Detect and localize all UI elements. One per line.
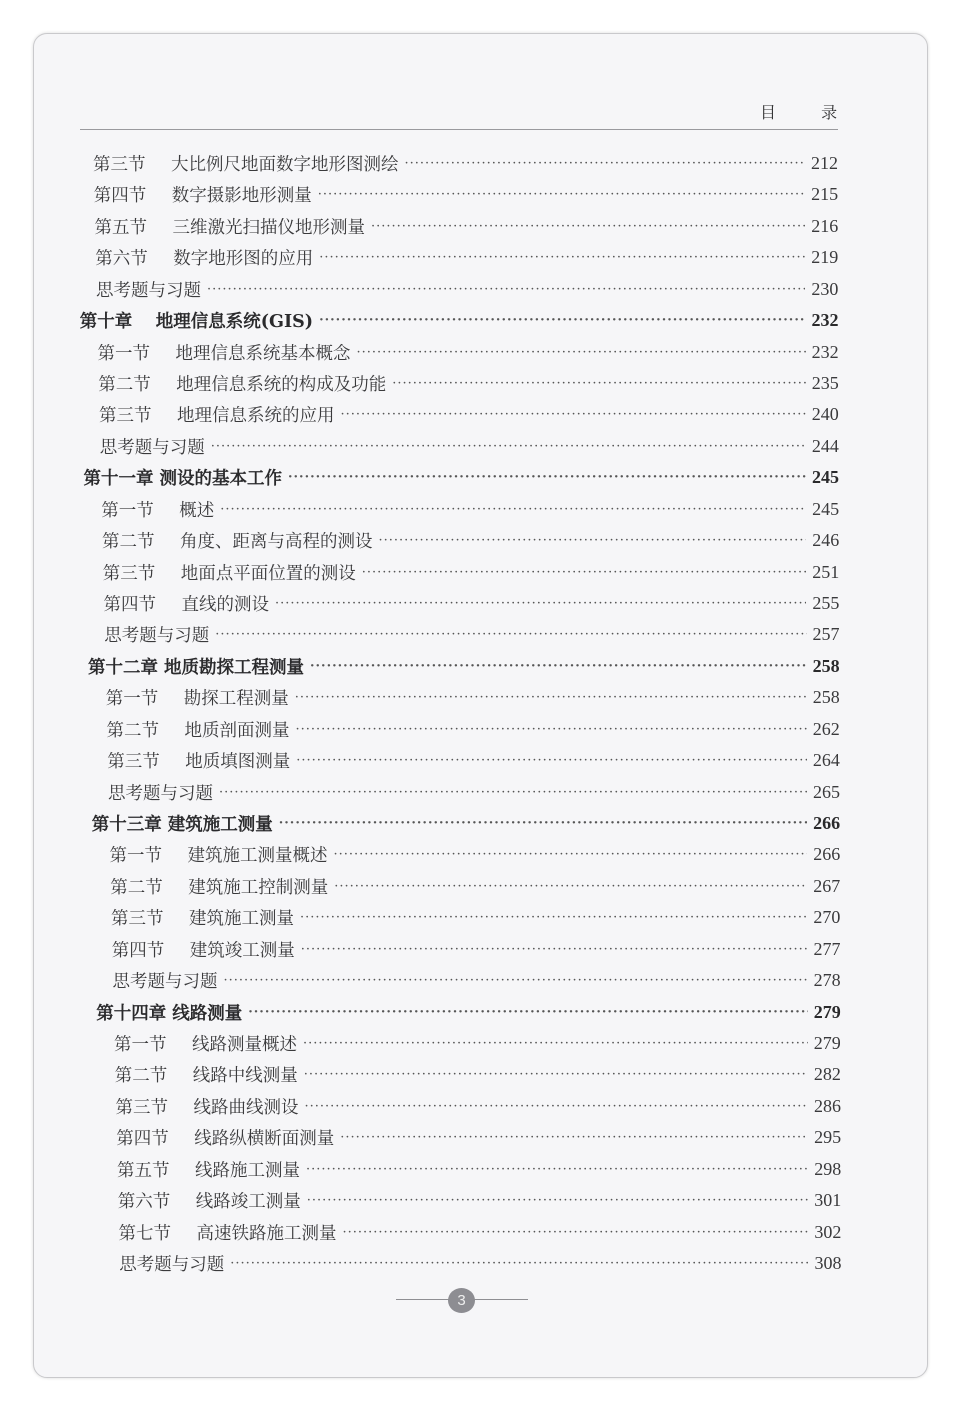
entry-page-number: 258 bbox=[812, 655, 840, 676]
entry-page-number: 265 bbox=[813, 781, 840, 802]
entry-page-number: 302 bbox=[814, 1221, 842, 1242]
entry-page-number: 277 bbox=[813, 938, 841, 959]
entry-number: 第三节 bbox=[99, 406, 152, 427]
entry-title: 地质填图测量 bbox=[185, 752, 291, 773]
dot-leader bbox=[340, 1130, 808, 1145]
entry-title: 地理信息系统(GIS) bbox=[155, 312, 314, 333]
entry-number: 第二节 bbox=[114, 1066, 168, 1087]
entry-page-number: 245 bbox=[812, 467, 839, 488]
dot-leader bbox=[301, 942, 808, 957]
entry-title: 线路中线测量 bbox=[192, 1066, 298, 1087]
dot-leader bbox=[318, 187, 805, 202]
entry-page-number: 267 bbox=[813, 875, 841, 896]
entry-title: 思考题与习题 bbox=[104, 626, 210, 647]
toc-section-entry bbox=[110, 871, 840, 902]
toc-section-entry bbox=[102, 525, 839, 556]
entry-title: 高速铁路施工测量 bbox=[196, 1223, 337, 1244]
entry-page-number: 232 bbox=[811, 310, 839, 331]
dot-leader bbox=[306, 1162, 808, 1177]
entry-title: 线路测量概述 bbox=[192, 1035, 297, 1056]
toc-section-entry bbox=[117, 1154, 841, 1185]
dot-leader bbox=[341, 407, 806, 422]
entry-title: 线路竣工测量 bbox=[195, 1192, 301, 1213]
entry-title: 建筑施工测量概述 bbox=[187, 846, 328, 867]
entry-page-number: 230 bbox=[811, 278, 839, 299]
entry-number: 第四节 bbox=[116, 1129, 169, 1150]
entry-title: 测设的基本工作 bbox=[159, 469, 282, 490]
toc-section-entry bbox=[107, 745, 840, 776]
entry-page-number: 240 bbox=[811, 404, 839, 425]
entry-label bbox=[98, 371, 386, 396]
dot-leader bbox=[215, 627, 806, 642]
entry-label bbox=[110, 874, 328, 899]
entry-number: 第三节 bbox=[115, 1097, 168, 1118]
dot-leader bbox=[362, 565, 807, 580]
dot-leader bbox=[207, 282, 805, 297]
entry-label bbox=[115, 1062, 298, 1087]
entry-title: 角度、距离与高程的测设 bbox=[180, 532, 373, 553]
dot-leader bbox=[288, 470, 806, 485]
toc-section-entry bbox=[99, 399, 839, 430]
entry-page-number: 244 bbox=[811, 435, 839, 456]
entry-label bbox=[80, 308, 313, 333]
dot-leader bbox=[220, 502, 806, 517]
entry-number: 第十一章 bbox=[83, 469, 154, 490]
entry-label bbox=[104, 622, 209, 647]
entry-number: 第三节 bbox=[93, 155, 146, 175]
entry-label bbox=[116, 1125, 334, 1150]
entry-label bbox=[116, 1094, 299, 1119]
entry-label bbox=[95, 245, 313, 270]
entry-number: 第四节 bbox=[93, 186, 147, 207]
dot-leader bbox=[392, 376, 805, 391]
entry-page-number: 301 bbox=[814, 1190, 842, 1211]
entry-title: 地理信息系统的构成及功能 bbox=[176, 375, 387, 395]
entry-page-number: 270 bbox=[813, 907, 841, 928]
entry-number: 第一节 bbox=[101, 500, 154, 521]
entry-title: 线路施工测量 bbox=[195, 1160, 300, 1181]
toc-chapter-entry bbox=[80, 305, 839, 336]
toc-chapter-entry bbox=[84, 462, 840, 493]
entry-page-number: 251 bbox=[812, 561, 840, 582]
entry-number: 第一节 bbox=[105, 689, 159, 710]
dot-leader bbox=[219, 785, 807, 800]
toc-section-entry bbox=[93, 148, 838, 179]
entry-title: 地质勘探工程测量 bbox=[164, 657, 304, 678]
entry-page-number: 257 bbox=[812, 624, 840, 645]
entry-number: 第十二章 bbox=[88, 657, 158, 678]
toc-chapter-entry bbox=[92, 808, 840, 839]
toc-section-entry bbox=[114, 1028, 841, 1059]
entry-page-number: 279 bbox=[813, 1033, 841, 1054]
entry-label bbox=[111, 905, 294, 930]
entry-page-number: 298 bbox=[814, 1158, 842, 1179]
header-rule bbox=[80, 129, 838, 130]
entry-number: 第四节 bbox=[111, 940, 165, 961]
entry-title: 勘探工程测量 bbox=[183, 689, 289, 710]
entry-label bbox=[106, 685, 289, 710]
entry-label bbox=[95, 214, 366, 239]
toc-section-entry bbox=[94, 179, 838, 210]
entry-title: 思考题与习题 bbox=[99, 437, 205, 458]
dot-leader bbox=[405, 156, 806, 171]
entry-number: 第十四章 bbox=[96, 1003, 167, 1024]
entry-title: 建筑施工测量 bbox=[189, 909, 294, 930]
toc-section-entry bbox=[95, 211, 839, 242]
entry-page-number: 235 bbox=[811, 373, 839, 393]
entry-page-number: 245 bbox=[812, 498, 840, 519]
dot-leader bbox=[296, 722, 807, 737]
toc-section-entry bbox=[113, 965, 841, 996]
entry-label bbox=[84, 465, 283, 490]
entry-title: 概述 bbox=[179, 500, 215, 521]
toc-section-entry bbox=[118, 1185, 842, 1216]
dot-leader bbox=[319, 250, 805, 265]
entry-label bbox=[114, 1031, 297, 1056]
toc-section-entry bbox=[115, 1059, 841, 1090]
entry-title: 线路曲线测设 bbox=[193, 1097, 299, 1118]
entry-title: 思考题与习题 bbox=[119, 1255, 225, 1276]
entry-label bbox=[102, 528, 373, 553]
entry-page-number: 264 bbox=[812, 750, 840, 771]
entry-number: 第五节 bbox=[117, 1160, 170, 1181]
dot-leader bbox=[211, 439, 806, 454]
toc-section-entry bbox=[98, 368, 838, 399]
entry-number: 第一节 bbox=[97, 343, 150, 364]
toc-section-entry bbox=[98, 337, 839, 368]
dot-leader bbox=[296, 753, 807, 768]
entry-title: 直线的测设 bbox=[181, 595, 269, 616]
dot-leader bbox=[304, 1067, 808, 1082]
entry-label bbox=[107, 717, 290, 742]
entry-number: 第六节 bbox=[95, 249, 148, 270]
entry-page-number: 279 bbox=[813, 1001, 841, 1022]
dot-leader bbox=[224, 973, 808, 988]
entry-page-number: 295 bbox=[814, 1127, 842, 1148]
toc-section-entry bbox=[116, 1091, 842, 1122]
entry-label bbox=[94, 182, 312, 207]
entry-page-number: 282 bbox=[813, 1064, 841, 1085]
toc-section-entry bbox=[112, 934, 841, 965]
toc-section-entry bbox=[110, 839, 841, 870]
dot-leader bbox=[307, 1193, 809, 1208]
dot-leader bbox=[343, 1225, 809, 1240]
page-number-badge: 3 bbox=[448, 1288, 475, 1313]
entry-page-number: 258 bbox=[812, 687, 840, 708]
dot-leader bbox=[319, 313, 805, 328]
entry-title: 数字摄影地形测量 bbox=[171, 186, 312, 207]
entry-label bbox=[119, 1251, 224, 1276]
entry-number: 第二节 bbox=[98, 375, 151, 395]
dot-leader bbox=[334, 879, 807, 894]
entry-page-number: 212 bbox=[811, 153, 838, 173]
dot-leader bbox=[334, 847, 808, 862]
entry-title: 线路测量 bbox=[172, 1003, 243, 1024]
entry-number: 第二节 bbox=[106, 720, 159, 741]
entry-title: 地理信息系统的应用 bbox=[177, 406, 335, 427]
entry-number: 第三节 bbox=[111, 909, 164, 930]
entry-title: 地质剖面测量 bbox=[184, 720, 290, 741]
entry-title: 思考题与习题 bbox=[112, 972, 218, 993]
entry-page-number: 262 bbox=[812, 718, 840, 739]
entry-page-number: 266 bbox=[813, 813, 841, 834]
toc-section-entry bbox=[108, 777, 840, 808]
toc-section-entry bbox=[107, 714, 840, 745]
entry-label bbox=[110, 842, 328, 867]
entry-number: 第七节 bbox=[118, 1223, 171, 1244]
toc-chapter-entry bbox=[88, 651, 840, 682]
entry-label bbox=[107, 748, 290, 773]
dot-leader bbox=[295, 690, 807, 705]
entry-number: 第五节 bbox=[94, 217, 147, 238]
entry-label bbox=[96, 1000, 242, 1025]
entry-title: 思考题与习题 bbox=[108, 783, 213, 804]
toc-chapter-entry bbox=[96, 997, 840, 1028]
toc-section-entry bbox=[104, 588, 840, 619]
entry-page-number: 266 bbox=[813, 844, 841, 865]
dot-leader bbox=[300, 910, 807, 925]
dot-leader bbox=[279, 816, 807, 831]
dot-leader bbox=[357, 345, 806, 360]
entry-label bbox=[113, 968, 218, 993]
dot-leader bbox=[275, 596, 806, 611]
toc-section-entry bbox=[104, 619, 839, 650]
entry-title: 地面点平面位置的测设 bbox=[180, 563, 356, 584]
entry-number: 第三节 bbox=[107, 752, 160, 773]
toc-section-entry bbox=[103, 557, 840, 588]
entry-number: 第十章 bbox=[79, 312, 133, 333]
entry-page-number: 255 bbox=[812, 593, 840, 614]
entry-title: 建筑竣工测量 bbox=[189, 940, 295, 961]
dot-leader bbox=[305, 1099, 809, 1114]
toc-section-entry bbox=[111, 902, 840, 933]
toc-section-entry bbox=[95, 242, 838, 273]
dot-leader bbox=[379, 533, 807, 548]
entry-label bbox=[88, 654, 304, 679]
entry-number: 第二节 bbox=[110, 877, 163, 898]
entry-label bbox=[101, 497, 214, 522]
toc-section-entry bbox=[119, 1217, 842, 1248]
entry-title: 线路纵横断面测量 bbox=[194, 1129, 335, 1150]
entry-title: 地理信息系统基本概念 bbox=[175, 343, 351, 364]
entry-label bbox=[119, 1220, 337, 1245]
entry-page-number: 246 bbox=[812, 530, 840, 551]
entry-label bbox=[92, 811, 273, 836]
entry-number: 第一节 bbox=[109, 846, 162, 867]
entry-page-number: 232 bbox=[811, 341, 839, 362]
entry-number: 第一节 bbox=[114, 1035, 167, 1056]
entry-title: 建筑施工控制测量 bbox=[188, 877, 329, 898]
dot-leader bbox=[230, 1256, 808, 1271]
entry-label bbox=[108, 780, 213, 805]
entry-label bbox=[98, 340, 351, 365]
entry-label bbox=[118, 1188, 301, 1213]
entry-title: 数字地形图的应用 bbox=[173, 249, 314, 270]
toc-section-entry bbox=[96, 274, 838, 305]
entry-label bbox=[117, 1157, 300, 1182]
entry-page-number: 216 bbox=[811, 215, 839, 236]
entry-title: 三维激光扫描仪地形测量 bbox=[172, 217, 365, 238]
entry-title: 思考题与习题 bbox=[96, 280, 201, 301]
dot-leader bbox=[303, 1036, 808, 1051]
entry-number: 第十三章 bbox=[91, 815, 162, 836]
entry-number: 第四节 bbox=[103, 595, 156, 616]
toc-section-entry bbox=[106, 682, 840, 713]
entry-label bbox=[99, 402, 335, 427]
entry-page-number: 219 bbox=[811, 247, 839, 268]
entry-page-number: 286 bbox=[814, 1095, 841, 1116]
toc-section-entry bbox=[119, 1248, 841, 1279]
entry-label bbox=[104, 591, 270, 616]
entry-title: 大比例尺地面数字地形图测绘 bbox=[171, 155, 399, 175]
entry-label bbox=[96, 277, 201, 302]
running-header-title: 目 录 bbox=[760, 103, 858, 122]
entry-label bbox=[100, 434, 205, 459]
entry-label bbox=[103, 560, 356, 585]
entry-page-number: 215 bbox=[811, 184, 839, 205]
entry-number: 第六节 bbox=[117, 1192, 171, 1213]
toc-section-entry bbox=[100, 431, 839, 462]
toc-section-entry bbox=[101, 494, 839, 525]
dot-leader bbox=[371, 219, 805, 234]
entry-label bbox=[112, 937, 295, 962]
dot-leader bbox=[248, 1005, 807, 1020]
dot-leader bbox=[310, 659, 807, 674]
entry-label bbox=[93, 151, 399, 176]
toc-section-entry bbox=[116, 1122, 841, 1153]
entry-number: 第三节 bbox=[102, 563, 156, 584]
entry-page-number: 308 bbox=[814, 1253, 842, 1274]
entry-title: 建筑施工测量 bbox=[167, 815, 273, 836]
entry-number: 第二节 bbox=[102, 532, 155, 553]
entry-page-number: 278 bbox=[813, 970, 841, 991]
